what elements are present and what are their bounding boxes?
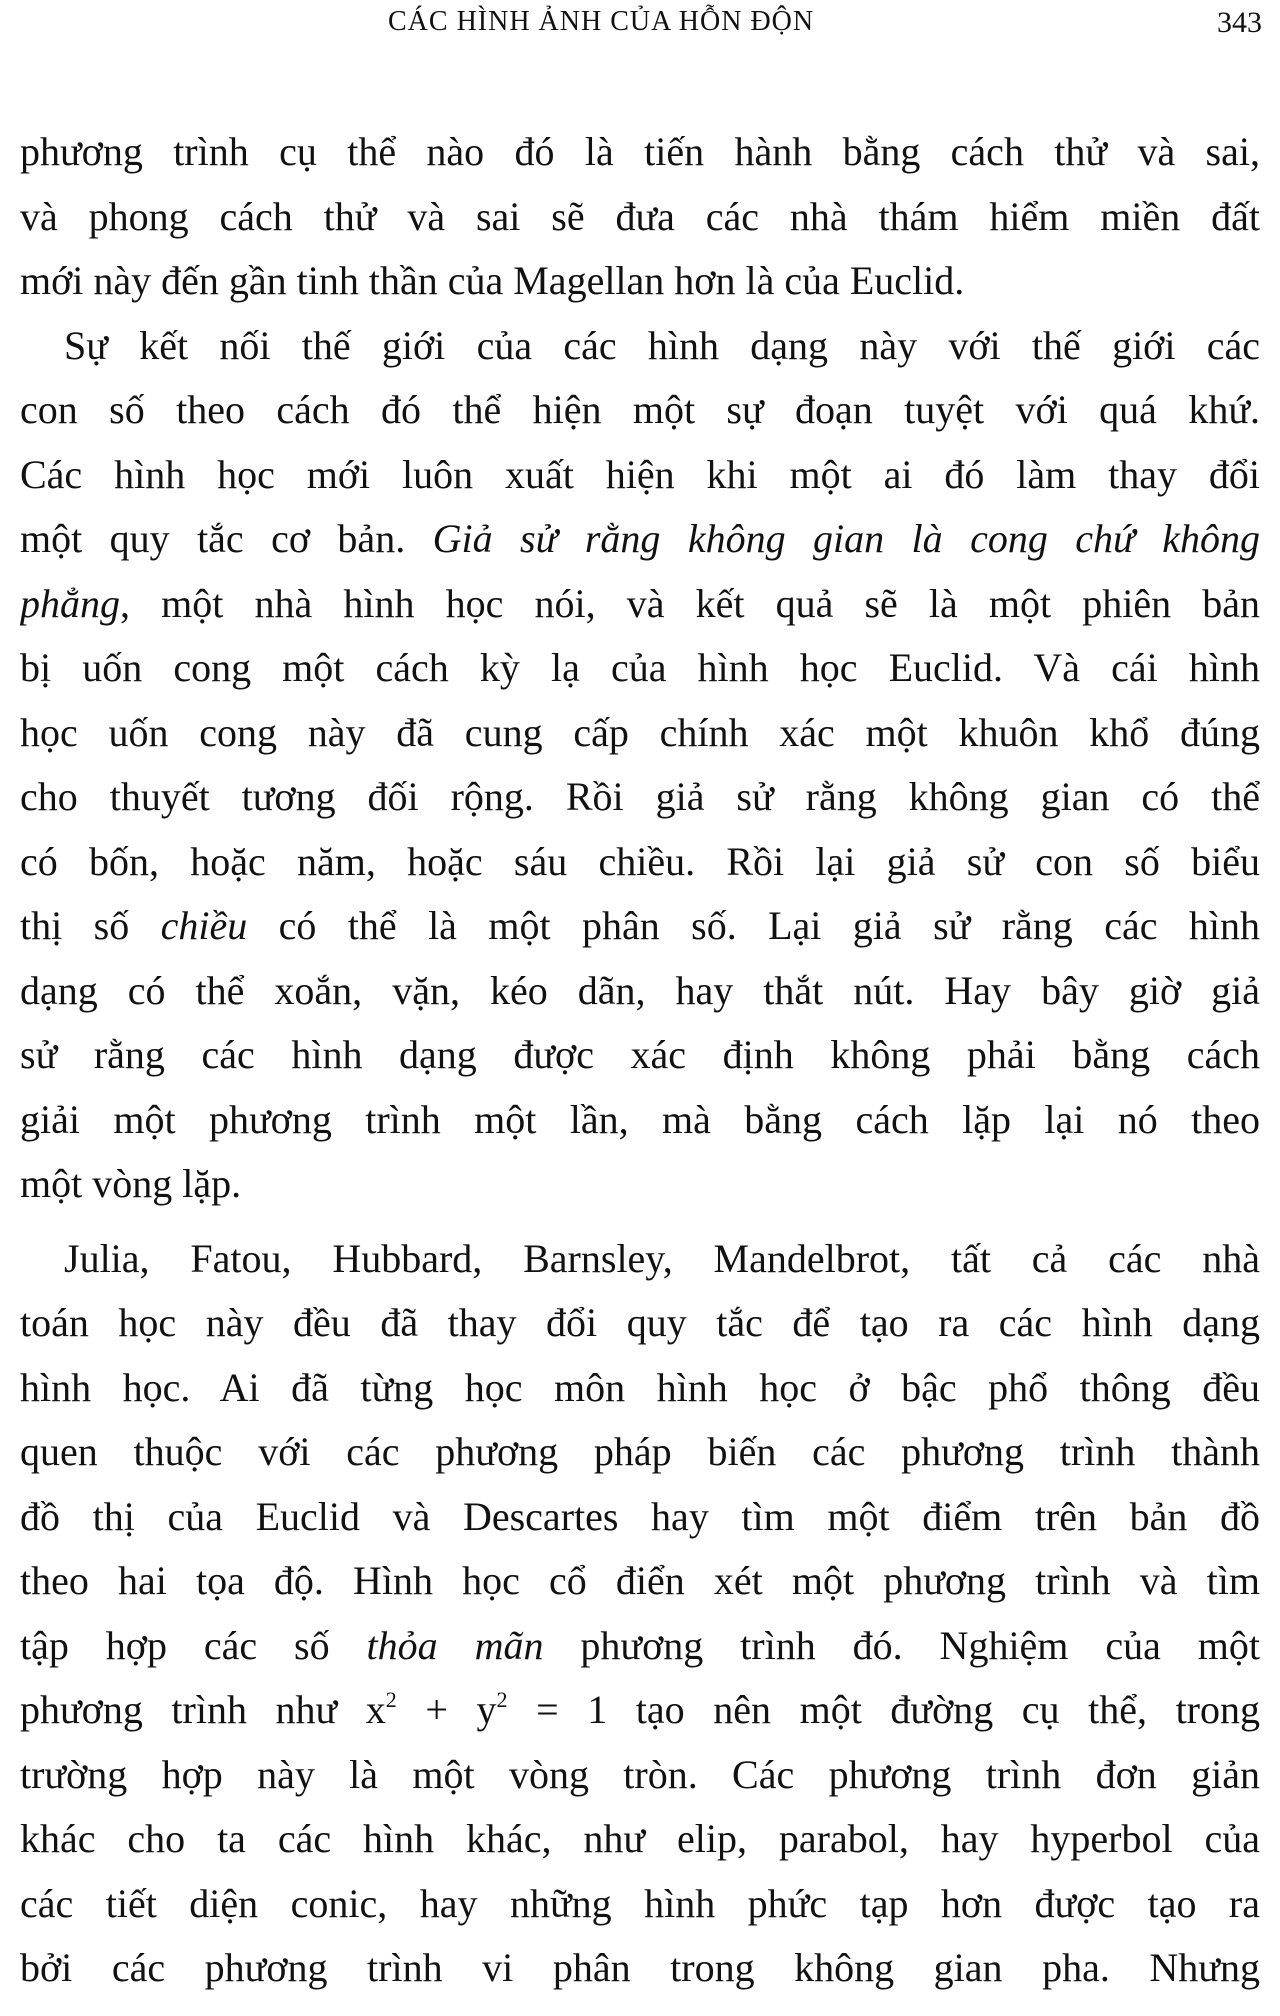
text-line: toán học này đều đã thay đổi quy tắc để tạo ra các hình dạng — [20, 1300, 1260, 1345]
text-line: tập hợp các số thỏa mãn phương trình đó. Nghiệm của một — [20, 1622, 1260, 1668]
italic-text: chiều — [160, 903, 248, 948]
text-line: giải một phương trình một lần, mà bằng cách lặp lại nó theo — [20, 1096, 1260, 1142]
text-line: và phong cách thử và sai sẽ đưa các nhà thám hiểm miền đất — [20, 193, 1260, 239]
text-line: đồ thị của Euclid và Descartes hay tìm một điểm trên bản đồ — [20, 1493, 1260, 1539]
paragraph — [20, 1227, 1260, 2001]
text-line: sử rằng các hình dạng được xác định không phải bằng cách — [20, 1032, 1260, 1077]
text-line: bị uốn cong một cách kỳ lạ của hình học Euclid. Và cái hình — [20, 645, 1260, 690]
paragraph — [20, 314, 1260, 1217]
paragraph — [20, 120, 1260, 314]
text-line: phương trình như $x^2 + y^2 = 1$ tạo nên một đường cụ thể, trong — [20, 1687, 1260, 1732]
text-line: Julia, Fatou, Hubbard, Barnsley, Mandelbrot, tất cả các nhà — [64, 1235, 1260, 1281]
text-line: một quy tắc cơ bản. Giả sử rằng không gian là cong chứ không — [20, 516, 1260, 561]
text-line: theo hai tọa độ. Hình học cổ điển xét một phương trình và tìm — [20, 1558, 1260, 1603]
text-line: khác cho ta các hình khác, như elip, parabol, hay hyperbol của — [20, 1816, 1260, 1861]
running-header-title: CÁC HÌNH ẢNH CỦA HỖN ĐỘN — [388, 6, 815, 37]
text-line: một vòng lặp. — [20, 1161, 242, 1206]
text-line: các tiết diện conic, hay những hình phức tạp hơn được tạo ra — [20, 1880, 1260, 1926]
text-line: con số theo cách đó thể hiện một sự đoạn tuyệt với quá khứ. — [20, 387, 1260, 432]
text-line: phương trình cụ thể nào đó là tiến hành bằng cách thử và sai, — [20, 129, 1260, 174]
text-line: Các hình học mới luôn xuất hiện khi một ai đó làm thay đổi — [20, 451, 1260, 497]
text-line: dạng có thể xoắn, vặn, kéo dãn, hay thắt nút. Hay bây giờ giả — [20, 967, 1260, 1013]
superscript: 2 — [385, 1687, 397, 1712]
body-text — [20, 120, 1260, 2001]
text-line: mới này đến gần tinh thần của Magellan hơn là của Euclid. — [20, 258, 965, 303]
text-line: cho thuyết tương đối rộng. Rồi giả sử rằng không gian có thể — [20, 774, 1260, 819]
italic-text: Giả sử rằng không gian là cong chứ không — [432, 516, 1260, 561]
italic-text: phẳng — [20, 580, 120, 626]
italic-text: thỏa mãn — [366, 1622, 544, 1668]
text-line: Sự kết nối thế giới của các hình dạng này với thế giới các — [64, 322, 1260, 368]
text-line: phẳng, một nhà hình học nói, và kết quả sẽ là một phiên bản — [20, 580, 1260, 626]
page-number: 343 — [1217, 6, 1262, 39]
text-line: bởi các phương trình vi phân trong không gian pha. Nhưng — [20, 1945, 1260, 1990]
superscript: 2 — [496, 1687, 508, 1712]
text-line: trường hợp này là một vòng tròn. Các phương trình đơn giản — [20, 1751, 1260, 1797]
text-line: thị số chiều có thể là một phân số. Lại giả sử rằng các hình — [20, 903, 1260, 948]
text-line: có bốn, hoặc năm, hoặc sáu chiều. Rồi lại giả sử con số biểu — [20, 838, 1260, 884]
text-line: học uốn cong này đã cung cấp chính xác một khuôn khổ đúng — [20, 709, 1260, 755]
text-line: quen thuộc với các phương pháp biến các phương trình thành — [20, 1429, 1260, 1474]
text-line: hình học. Ai đã từng học môn hình học ở bậc phổ thông đều — [20, 1364, 1260, 1410]
paragraph-gap — [20, 1217, 1260, 1227]
